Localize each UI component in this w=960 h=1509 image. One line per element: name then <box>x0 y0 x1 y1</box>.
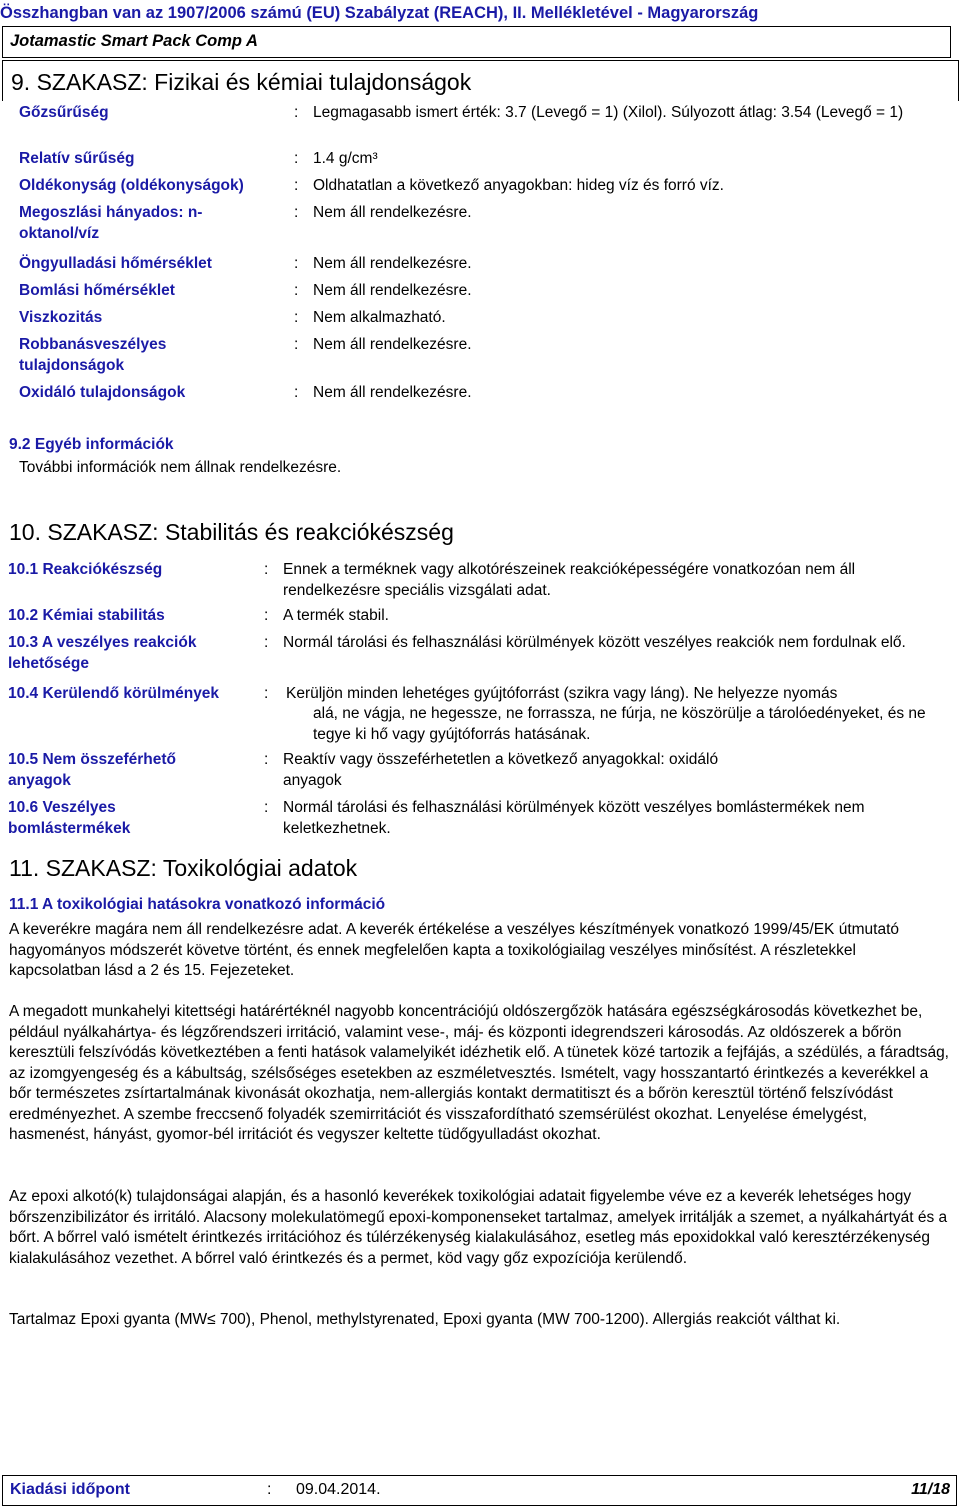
property-separator: : <box>294 309 299 326</box>
property-value: 1.4 g/cm³ <box>313 150 378 167</box>
item-separator: : <box>264 634 269 651</box>
property-separator: : <box>294 150 299 167</box>
item-separator: : <box>264 685 269 702</box>
property-value: Oldhatatlan a következő anyagokban: hideg víz és forró víz. <box>313 177 724 194</box>
issue-date-label: Kiadási időpont <box>10 1481 130 1498</box>
property-label: Megoszlási hányados: n-oktanol/víz <box>19 204 203 242</box>
property-label: Gőzsűrűség <box>19 104 109 121</box>
section-9-title: 9. SZAKASZ: Fizikai és kémiai tulajdonságok <box>11 69 472 95</box>
paragraph: A keverékre magára nem áll rendelkezésre adat. A keverék értékelése a veszélyes készítmények vonatkozó 1999/45/EK útmutató hagyományos módszerét követve történt, és ennek megfelelően kapta a toxikológiailag veszélyes minősítést. A részletekkel kapcsolatban lásd a 2 és 15. Fejezeteket. <box>9 921 900 979</box>
item-separator: : <box>264 751 269 768</box>
item-separator: : <box>264 799 269 816</box>
tox-subheading: 11.1 A toxikológiai hatásokra vonatkozó információ <box>9 896 386 913</box>
property-value: Nem áll rendelkezésre. <box>313 204 472 221</box>
property-separator: : <box>294 384 299 401</box>
item-label: 10.1 Reakciókészség <box>8 561 163 578</box>
paragraph: A megadott munkahelyi kitettségi határértéknél nagyobb koncentrációjú oldószergőzök hatására egészségkárosodás következhet be, például nyálkahártya- és légzőrendszeri irritáció, valamint vese-, máj- és központi idegrendszeri károsodás. Az oldószerek a bőrön keresztüli felszívódás következtében a fenti hatások valamelyikét idézhetik elő. A tünetek közé tartozik a fejfájás, a szédülés, a fáradtság, az izomgyengeség és a kábultság, szélsőséges esetekben az eszméletvesztés. Ismételt, vagy hosszantartó érintkezés a keverékkel a bőr természetes zsírtartalmának kivonását okozhatja, nem-allergiás kontakt dermatitiszt és a bőrön keresztül történő felszívódást eredményezhet. A szembe freccsenő folyadék szemirritációt és visszafordítható szemsérülést okozhat. Lenyelése émelygést, hasmenést, hányást, gyomor-bél irritációt és vegyszer keltette tüdőgyulladást okozhat. <box>9 1003 949 1143</box>
paragraph: Tartalmaz Epoxi gyanta (MW≤ 700), Phenol, methylstyrenated, Epoxi gyanta (MW 700-1200). Allergiás reakciót válthat ki. <box>9 1311 841 1328</box>
item-separator: : <box>264 561 269 578</box>
property-separator: : <box>294 336 299 353</box>
issue-date-value: 09.04.2014. <box>296 1481 381 1498</box>
product-name: Jotamastic Smart Pack Comp A <box>10 32 258 50</box>
property-value: Nem áll rendelkezésre. <box>313 384 472 401</box>
item-label: 10.2 Kémiai stabilitás <box>8 607 165 624</box>
property-separator: : <box>294 204 299 221</box>
issue-date-separator: : <box>267 1481 272 1498</box>
item-value-continued: alá, ne vágja, ne hegessze, ne forrassza, ne fúrja, ne köszörülje a tárolóedényeket, és ne tegye ki hő vagy gyújtóforrás hatásának. <box>313 705 926 743</box>
property-value: Legmagasabb ismert érték: 3.7 (Levegő = 1) (Xilol). Súlyozott átlag: 3.54 (Levegő = 1) <box>313 104 904 121</box>
item-value: Ennek a terméknek vagy alkotórészeinek reakcióképességére vonatkozóan nem áll rendelkezésre speciális vizsgálati adat. <box>283 561 856 599</box>
other-info-heading: 9.2 Egyéb információk <box>9 436 174 453</box>
item-label: 10.3 A veszélyes reakciók lehetősége <box>8 634 197 672</box>
item-value: Reaktív vagy összeférhetetlen a következő anyagokkal: oxidáló anyagok <box>283 751 719 789</box>
item-value: A termék stabil. <box>283 607 389 624</box>
item-value: Normál tárolási és felhasználási körülmények között veszélyes bomlástermékek nem keletkezhetnek. <box>283 799 865 837</box>
item-value: Normál tárolási és felhasználási körülmények között veszélyes reakciók nem fordulnak elő. <box>283 634 906 651</box>
section-11-title: 11. SZAKASZ: Toxikológiai adatok <box>9 855 358 881</box>
section-10-title: 10. SZAKASZ: Stabilitás és reakciókészség <box>9 519 454 545</box>
page-number: 11/18 <box>911 1481 950 1498</box>
property-separator: : <box>294 104 299 121</box>
section-9-header <box>2 60 959 101</box>
property-separator: : <box>294 282 299 299</box>
property-value: Nem áll rendelkezésre. <box>313 282 472 299</box>
item-label: 10.6 Veszélyes bomlástermékek <box>8 799 131 837</box>
item-separator: : <box>264 607 269 624</box>
item-label: 10.5 Nem összeférhető anyagok <box>8 751 176 789</box>
item-value: Kerüljön minden lehetéges gyújtóforrást (szikra vagy láng). Ne helyezze nyomás <box>286 685 838 702</box>
item-label: 10.4 Kerülendő körülmények <box>8 685 220 702</box>
property-label: Robbanásveszélyes tulajdonságok <box>19 336 167 374</box>
property-label: Oldékonyság (oldékonyságok) <box>19 177 244 194</box>
property-value: Nem áll rendelkezésre. <box>313 336 472 353</box>
other-info-text: További információk nem állnak rendelkezésre. <box>19 459 342 476</box>
property-label: Oxidáló tulajdonságok <box>19 384 186 401</box>
property-label: Viszkozitás <box>19 309 103 326</box>
property-separator: : <box>294 177 299 194</box>
property-separator: : <box>294 255 299 272</box>
footer <box>2 1475 957 1506</box>
property-label: Öngyulladási hőmérséklet <box>19 255 212 272</box>
regulation-header: Összhangban van az 1907/2006 számú (EU) Szabályzat (REACH), II. Mellékletével - Magyarország <box>0 4 759 22</box>
property-value: Nem alkalmazható. <box>313 309 446 326</box>
property-label: Bomlási hőmérséklet <box>19 282 175 299</box>
paragraph: Az epoxi alkotó(k) tulajdonságai alapján, és a hasonló keverékek toxikológiai adatait figyelembe véve ez a keverék lehetséges hogy bőrszenzibilizátor és irritáló. Alacsony molekulatömegű epoxi-komponenseket tartalmaz, amelyek irritálják a szemet, a nyálkahártyát és a bőrt. A bőrrel való ismételt érintkezés irritációhoz és túlérzékenység kialakulásához, esetleg más epoxidokkal való keresztérzékenység kialakulásához vezethet. A bőrrel való érintkezés és a permet, köd vagy gőz expozíciója kerülendő. <box>9 1188 948 1267</box>
property-value: Nem áll rendelkezésre. <box>313 255 472 272</box>
product-name-box <box>2 26 951 58</box>
property-label: Relatív sűrűség <box>19 150 135 167</box>
